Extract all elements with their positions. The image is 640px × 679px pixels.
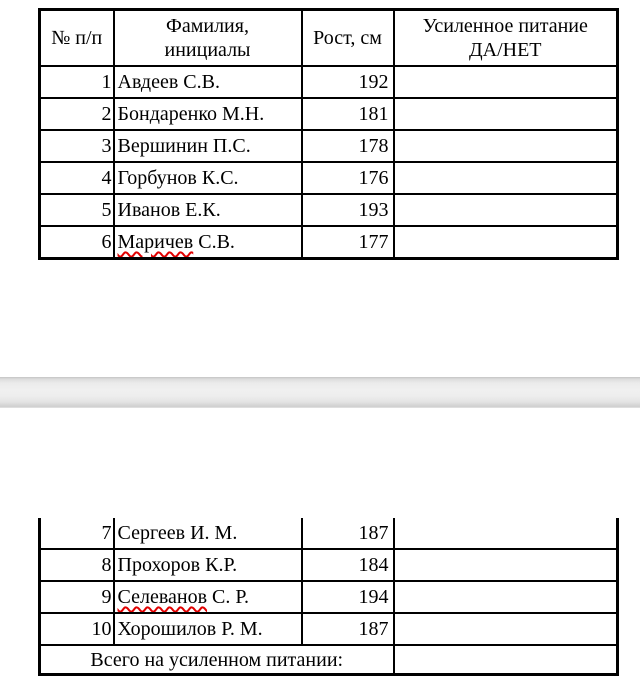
page-break-separator[interactable]	[0, 377, 640, 408]
table-row	[40, 194, 618, 226]
nutrition-cell[interactable]	[394, 162, 618, 194]
height-cell[interactable]: 193	[302, 194, 394, 226]
name-cell[interactable]: Иванов Е.К.	[114, 194, 302, 226]
row-number-cell[interactable]: 4	[40, 162, 114, 194]
row-number-cell[interactable]: 8	[40, 549, 114, 581]
misspelled-word: Селеванов	[117, 586, 208, 608]
nutrition-cell[interactable]	[394, 98, 618, 130]
name-cell[interactable]: Маричев С.В.	[114, 226, 302, 259]
nutrition-cell[interactable]	[394, 581, 618, 613]
nutrition-cell[interactable]	[394, 130, 618, 162]
roster-table-page1	[38, 8, 619, 260]
header-cell-name[interactable]: Фамилия, инициалы	[114, 10, 302, 67]
table-row	[40, 130, 618, 162]
row-number-cell[interactable]: 9	[40, 581, 114, 613]
nutrition-cell[interactable]	[394, 194, 618, 226]
height-cell[interactable]: 187	[302, 518, 394, 549]
row-number-cell[interactable]: 10	[40, 613, 114, 645]
table-row	[40, 549, 618, 581]
misspelled-word: Маричев	[117, 231, 194, 253]
height-cell[interactable]: 194	[302, 581, 394, 613]
nutrition-cell[interactable]	[394, 518, 618, 549]
table-row	[40, 613, 618, 645]
height-cell[interactable]: 178	[302, 130, 394, 162]
name-cell[interactable]: Хорошилов Р. М.	[114, 613, 302, 645]
table-row	[40, 581, 618, 613]
row-number-cell[interactable]: 6	[40, 226, 114, 259]
row-number-cell[interactable]: 2	[40, 98, 114, 130]
name-cell[interactable]: Горбунов К.С.	[114, 162, 302, 194]
name-cell[interactable]: Вершинин П.С.	[114, 130, 302, 162]
row-number-cell[interactable]: 1	[40, 66, 114, 98]
height-cell[interactable]: 187	[302, 613, 394, 645]
header-cell-nutrition[interactable]: Усиленное питание ДА/НЕТ	[394, 10, 618, 67]
name-cell[interactable]: Прохоров К.Р.	[114, 549, 302, 581]
table-body-page2	[40, 518, 618, 645]
nutrition-cell[interactable]	[394, 66, 618, 98]
nutrition-cell[interactable]	[394, 613, 618, 645]
name-cell[interactable]: Бондаренко М.Н.	[114, 98, 302, 130]
total-label-cell[interactable]: Всего на усиленном питании:	[40, 645, 394, 675]
name-cell[interactable]: Селеванов С. Р.	[114, 581, 302, 613]
name-cell[interactable]: Сергеев И. М.	[114, 518, 302, 549]
total-row	[40, 645, 618, 675]
table-body-page1	[40, 66, 618, 259]
header-cell-number[interactable]: № п/п	[40, 10, 114, 67]
table-header	[40, 10, 618, 67]
roster-table-page2	[38, 518, 619, 676]
height-cell[interactable]: 184	[302, 549, 394, 581]
table-row	[40, 162, 618, 194]
row-number-cell[interactable]: 7	[40, 518, 114, 549]
nutrition-cell[interactable]	[394, 226, 618, 259]
table-footer	[40, 645, 618, 675]
row-number-cell[interactable]: 5	[40, 194, 114, 226]
height-cell[interactable]: 176	[302, 162, 394, 194]
height-cell[interactable]: 181	[302, 98, 394, 130]
table-header-row	[40, 10, 618, 67]
table-row	[40, 226, 618, 259]
height-cell[interactable]: 177	[302, 226, 394, 259]
table-row	[40, 518, 618, 549]
header-cell-height[interactable]: Рост, см	[302, 10, 394, 67]
row-number-cell[interactable]: 3	[40, 130, 114, 162]
total-value-cell[interactable]	[394, 645, 618, 675]
name-cell[interactable]: Авдеев С.В.	[114, 66, 302, 98]
nutrition-cell[interactable]	[394, 549, 618, 581]
height-cell[interactable]: 192	[302, 66, 394, 98]
table-row	[40, 66, 618, 98]
table-row	[40, 98, 618, 130]
